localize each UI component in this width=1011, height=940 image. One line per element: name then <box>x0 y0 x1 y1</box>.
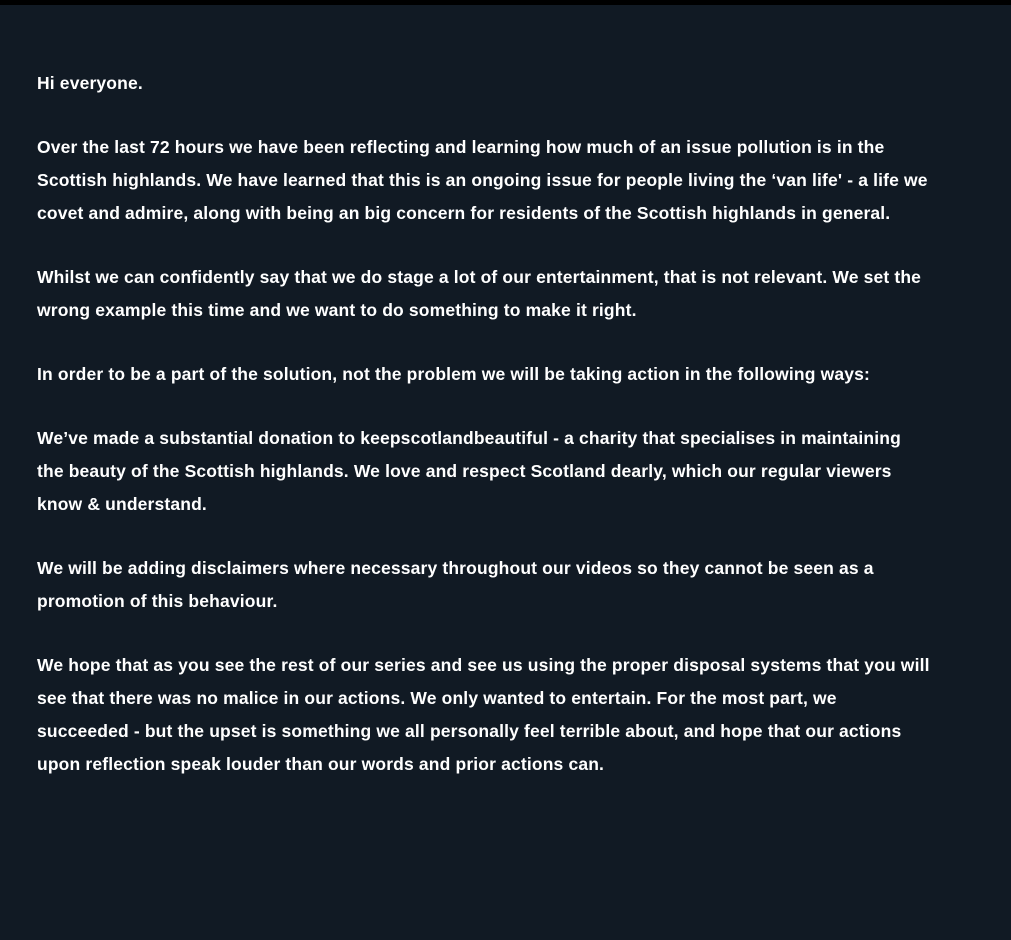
statement-text-block <box>37 67 971 781</box>
statement-paragraph: We hope that as you see the rest of our series and see us using the proper disposal systems that you will see that there was no malice in our actions. We only wanted to entertain. For the most part, we succeeded - but the upset is something we all personally feel terrible about, and hope that our actions upon reflection speak louder than our words and prior actions can. <box>37 655 930 774</box>
statement-card <box>0 5 1011 940</box>
statement-paragraph: We will be adding disclaimers where necessary throughout our videos so they cannot be seen as a promotion of this behaviour. <box>37 558 874 611</box>
statement-paragraph: Over the last 72 hours we have been reflecting and learning how much of an issue pollution is in the Scottish highlands. We have learned that this is an ongoing issue for people living the ‘van life' - a life we covet and admire, along with being an big concern for residents of the Scottish highlands in general. <box>37 137 928 223</box>
statement-paragraph: In order to be a part of the solution, not the problem we will be taking action in the following ways: <box>37 364 870 384</box>
statement-paragraph: We’ve made a substantial donation to keepscotlandbeautiful - a charity that specialises in maintaining the beauty of the Scottish highlands. We love and respect Scotland dearly, which our regular viewers know & understand. <box>37 428 901 514</box>
statement-paragraph: Hi everyone. <box>37 73 143 93</box>
statement-paragraph: Whilst we can confidently say that we do stage a lot of our entertainment, that is not relevant. We set the wrong example this time and we want to do something to make it right. <box>37 267 922 320</box>
